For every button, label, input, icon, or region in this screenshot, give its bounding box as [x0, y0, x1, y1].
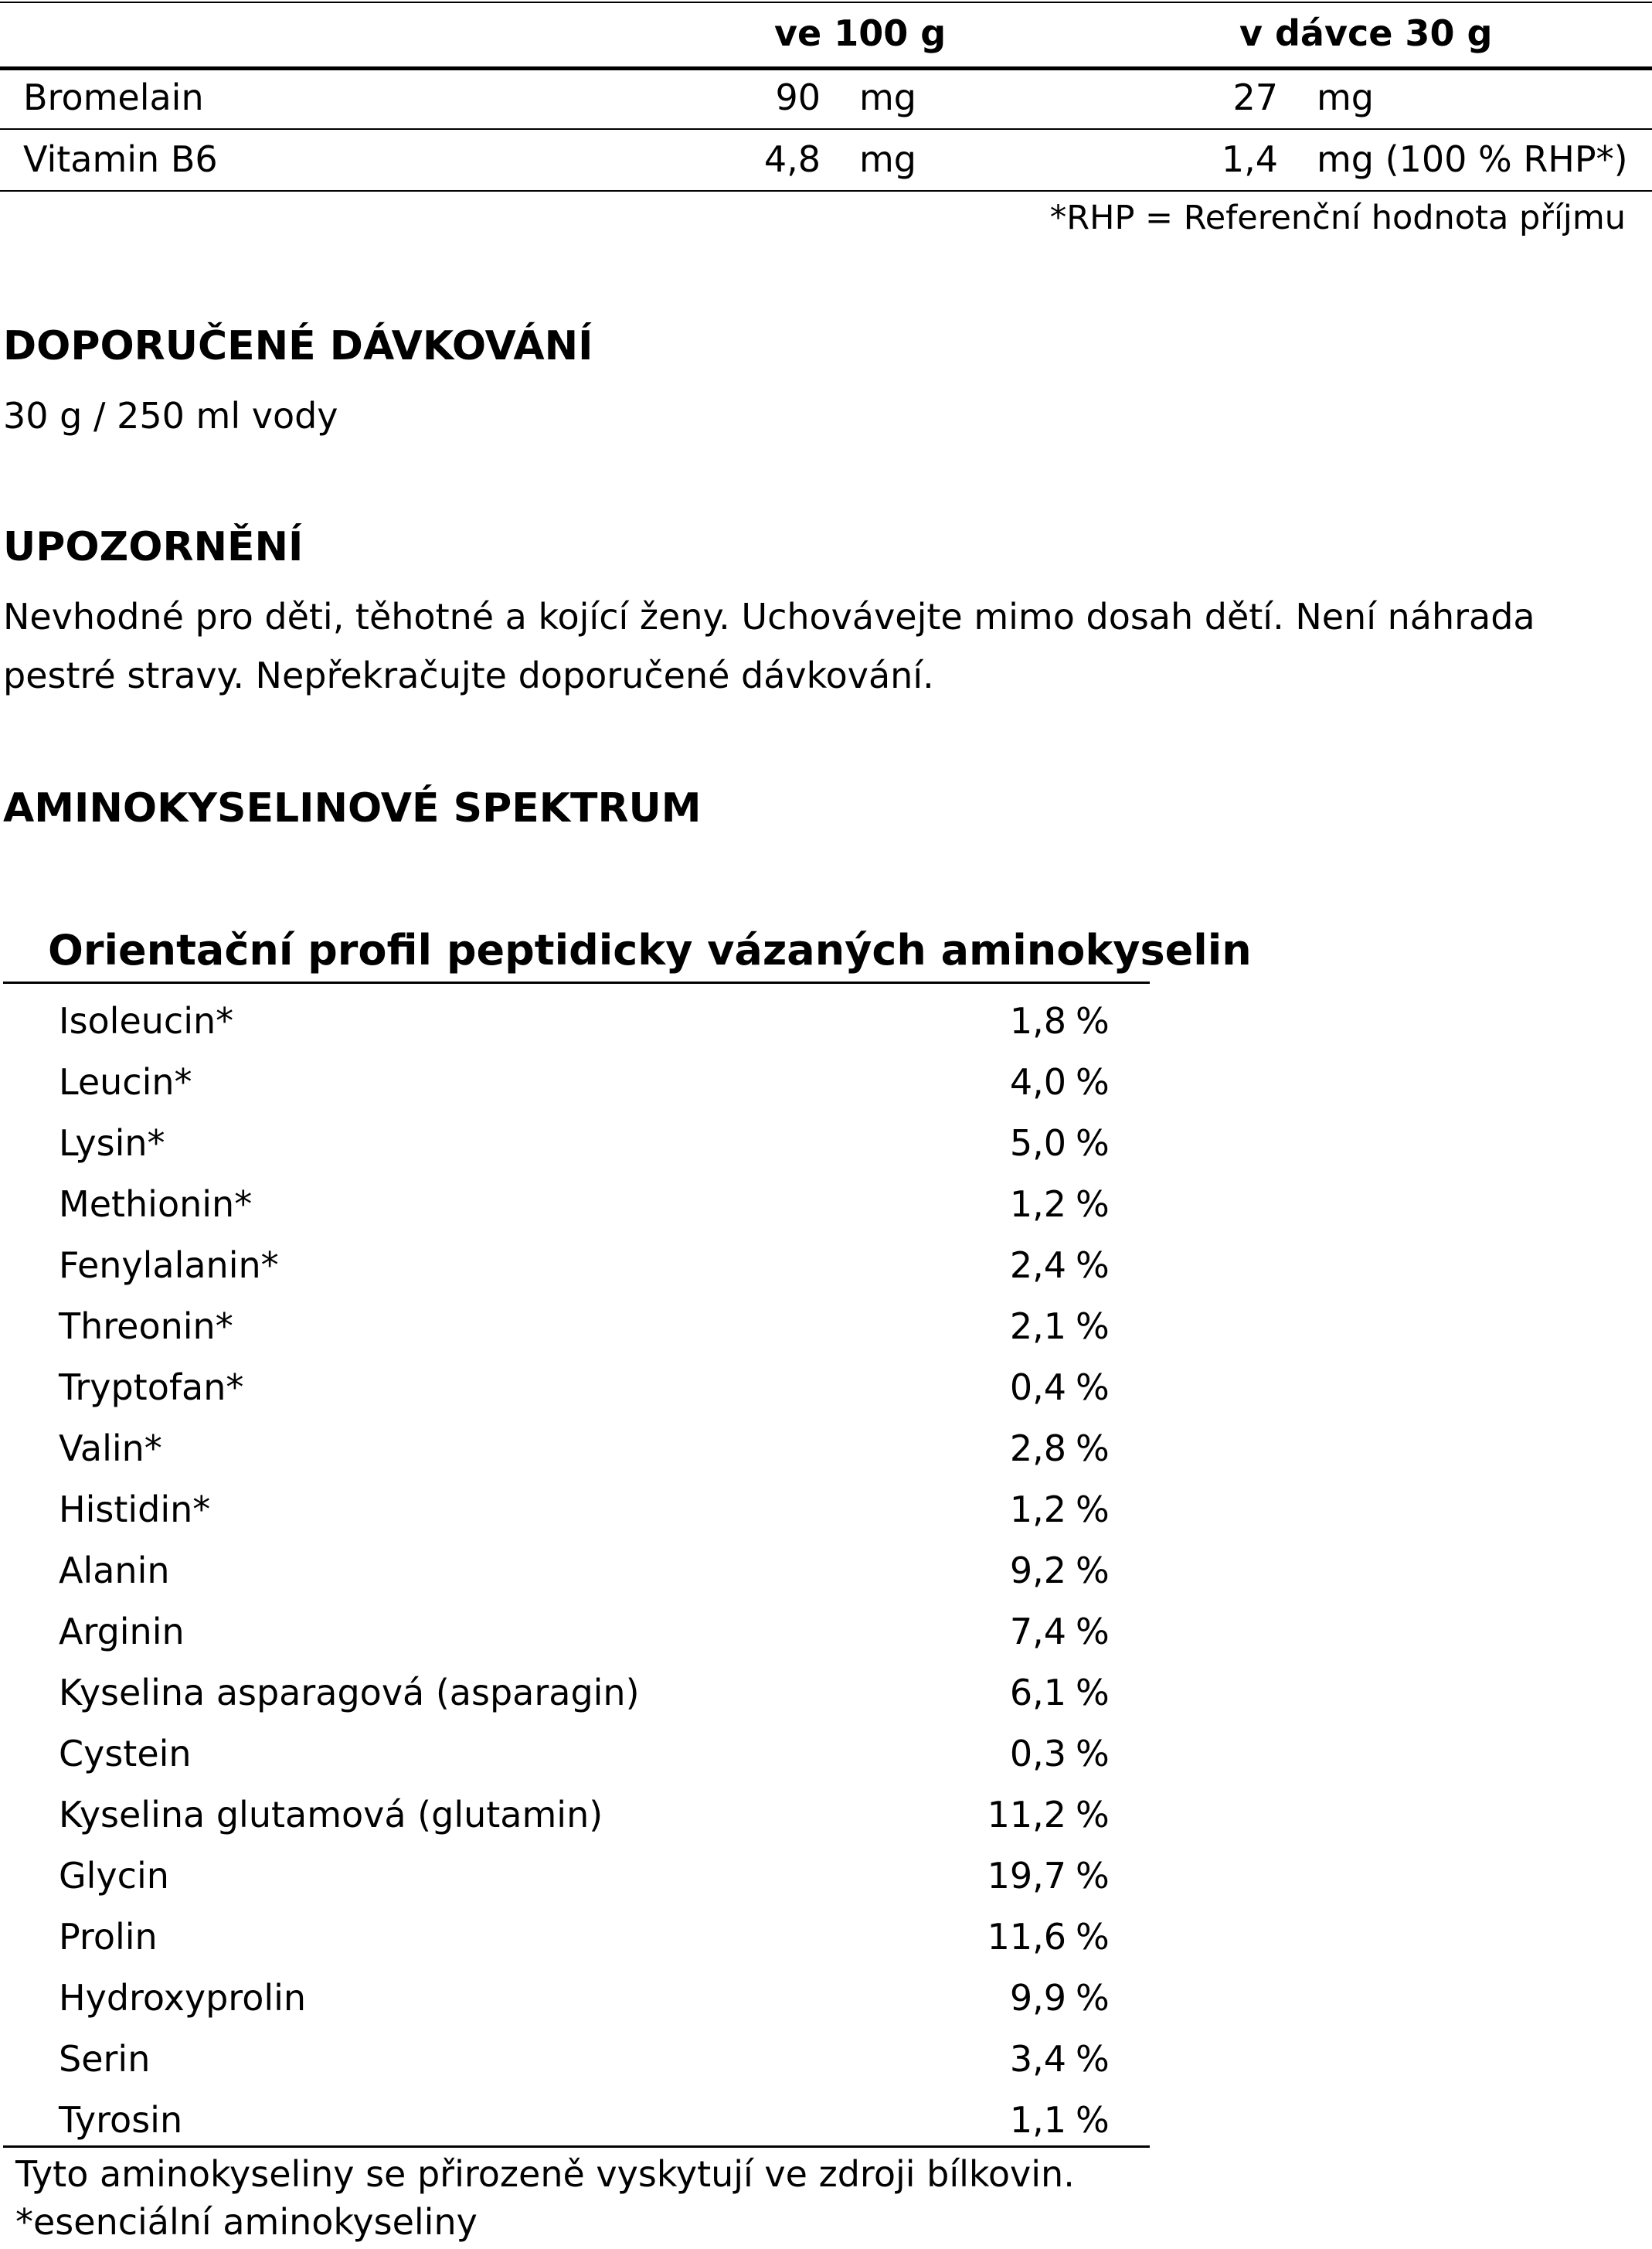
table-row — [0, 1785, 1151, 1846]
amino-acid-value: 9,2 — [1009, 1550, 1066, 1591]
amino-acid-value: 0,3 — [1009, 1733, 1066, 1774]
percent-unit: % — [1076, 1794, 1110, 1836]
table-row — [0, 2029, 1151, 2090]
table-rule-top — [3, 982, 1150, 984]
table-row — [0, 1174, 1151, 1235]
amino-section-heading: AMINOKYSELINOVÉ SPEKTRUM — [3, 785, 702, 832]
table-row — [0, 1479, 1151, 1540]
amino-acid-value: 4,0 — [1009, 1061, 1066, 1103]
table-row — [0, 1296, 1151, 1357]
percent-unit: % — [1076, 1916, 1110, 1958]
percent-unit: % — [1076, 1855, 1110, 1897]
table-row — [0, 1601, 1151, 1662]
warning-heading: UPOZORNĚNÍ — [3, 524, 304, 570]
amino-acid-value: 3,4 — [1009, 2038, 1066, 2080]
percent-unit: % — [1076, 1244, 1110, 1286]
amino-acid-value: 1,2 — [1009, 1489, 1066, 1530]
amino-acid-name: Hydroxyprolin — [59, 1977, 307, 2019]
table-row — [0, 1357, 1151, 1418]
amino-acid-name: Serin — [59, 2038, 151, 2080]
amino-footnote-source: Tyto aminokyseliny se přirozeně vyskytují ve zdroji bílkovin. — [15, 2153, 1075, 2195]
percent-unit: % — [1076, 1550, 1110, 1591]
amino-acid-value: 2,8 — [1009, 1427, 1066, 1469]
table-row — [0, 1723, 1151, 1785]
percent-unit: % — [1076, 2099, 1110, 2141]
amino-acid-name: Threonin* — [59, 1305, 233, 1347]
unit-per-dose: mg (100 % RHP*) — [1317, 138, 1628, 180]
amino-acid-value: 2,4 — [1009, 1244, 1066, 1286]
value-per-100g: 4,8 — [763, 138, 821, 180]
table-row — [0, 1907, 1151, 1968]
amino-footnote-essential: *esenciální aminokyseliny — [15, 2201, 478, 2243]
table-row — [0, 1846, 1151, 1907]
table-row — [0, 1113, 1151, 1174]
amino-acid-name: Valin* — [59, 1427, 162, 1469]
header-per-dose: v dávce 30 g — [1239, 12, 1493, 54]
amino-acid-value: 1,1 — [1009, 2099, 1066, 2141]
table-row — [0, 1968, 1151, 2029]
table-rule-bottom — [3, 2145, 1150, 2148]
percent-unit: % — [1076, 1611, 1110, 1652]
percent-unit: % — [1076, 1977, 1110, 2019]
amino-acid-name: Leucin* — [59, 1061, 192, 1103]
percent-unit: % — [1076, 1183, 1110, 1225]
percent-unit: % — [1076, 2038, 1110, 2080]
table-row — [0, 1662, 1151, 1723]
value-per-100g: 90 — [775, 77, 821, 118]
percent-unit: % — [1076, 1305, 1110, 1347]
amino-acid-name: Methionin* — [59, 1183, 253, 1225]
percent-unit: % — [1076, 1672, 1110, 1713]
nutrient-name: Vitamin B6 — [23, 138, 218, 180]
amino-acid-value: 5,0 — [1009, 1122, 1066, 1164]
amino-acid-value: 11,6 — [987, 1916, 1066, 1958]
amino-acid-name: Arginin — [59, 1611, 185, 1652]
amino-acid-name: Prolin — [59, 1916, 158, 1958]
percent-unit: % — [1076, 1366, 1110, 1408]
amino-acid-value: 1,2 — [1009, 1183, 1066, 1225]
amino-acid-name: Lysin* — [59, 1122, 165, 1164]
percent-unit: % — [1076, 1000, 1110, 1042]
amino-acid-value: 9,9 — [1009, 1977, 1066, 2019]
amino-acid-name: Histidin* — [59, 1489, 211, 1530]
nutrient-name: Bromelain — [23, 77, 204, 118]
amino-list — [0, 991, 1151, 2151]
amino-acid-name: Glycin — [59, 1855, 169, 1897]
amino-acid-value: 1,8 — [1009, 1000, 1066, 1042]
percent-unit: % — [1076, 1061, 1110, 1103]
nutrition-row — [0, 128, 1652, 192]
amino-acid-value: 2,1 — [1009, 1305, 1066, 1347]
unit-per-dose: mg — [1317, 77, 1375, 118]
dosage-text: 30 g / 250 ml vody — [3, 395, 338, 437]
unit-per-100g: mg — [859, 77, 917, 118]
amino-acid-name: Kyselina glutamová (glutamin) — [59, 1794, 603, 1836]
value-per-dose: 27 — [1232, 77, 1278, 118]
rhp-footnote: *RHP = Referenční hodnota příjmu — [1049, 199, 1626, 237]
table-row — [0, 1052, 1151, 1113]
value-per-dose: 1,4 — [1221, 138, 1278, 180]
table-row — [0, 1418, 1151, 1479]
percent-unit: % — [1076, 1489, 1110, 1530]
header-per-100g: ve 100 g — [774, 12, 947, 54]
amino-acid-value: 11,2 — [987, 1794, 1066, 1836]
warning-text: Nevhodné pro děti, těhotné a kojící ženy. Uchovávejte mimo dosah dětí. Není náhrada pestré stravy. Nepřekračujte doporučené dávkování. — [3, 596, 1535, 696]
amino-table-title: Orientační profil peptidicky vázaných aminokyselin — [48, 926, 1252, 975]
percent-unit: % — [1076, 1427, 1110, 1469]
amino-acid-name: Isoleucin* — [59, 1000, 234, 1042]
nutrition-row — [0, 66, 1652, 130]
nutrition-table-header — [0, 2, 1652, 70]
percent-unit: % — [1076, 1122, 1110, 1164]
unit-per-100g: mg — [859, 138, 917, 180]
amino-acid-name: Tryptofan* — [59, 1366, 244, 1408]
amino-acid-value: 0,4 — [1009, 1366, 1066, 1408]
table-row — [0, 991, 1151, 1052]
amino-acid-value: 6,1 — [1009, 1672, 1066, 1713]
amino-acid-name: Tyrosin — [59, 2099, 183, 2141]
table-row — [0, 2090, 1151, 2151]
amino-acid-name: Alanin — [59, 1550, 170, 1591]
table-row — [0, 1235, 1151, 1296]
amino-acid-value: 7,4 — [1009, 1611, 1066, 1652]
percent-unit: % — [1076, 1733, 1110, 1774]
amino-acid-name: Cystein — [59, 1733, 192, 1774]
amino-acid-name: Kyselina asparagová (asparagin) — [59, 1672, 640, 1713]
amino-acid-value: 19,7 — [987, 1855, 1066, 1897]
table-row — [0, 1540, 1151, 1601]
amino-acid-name: Fenylalanin* — [59, 1244, 279, 1286]
dosage-heading: DOPORUČENÉ DÁVKOVÁNÍ — [3, 323, 593, 369]
